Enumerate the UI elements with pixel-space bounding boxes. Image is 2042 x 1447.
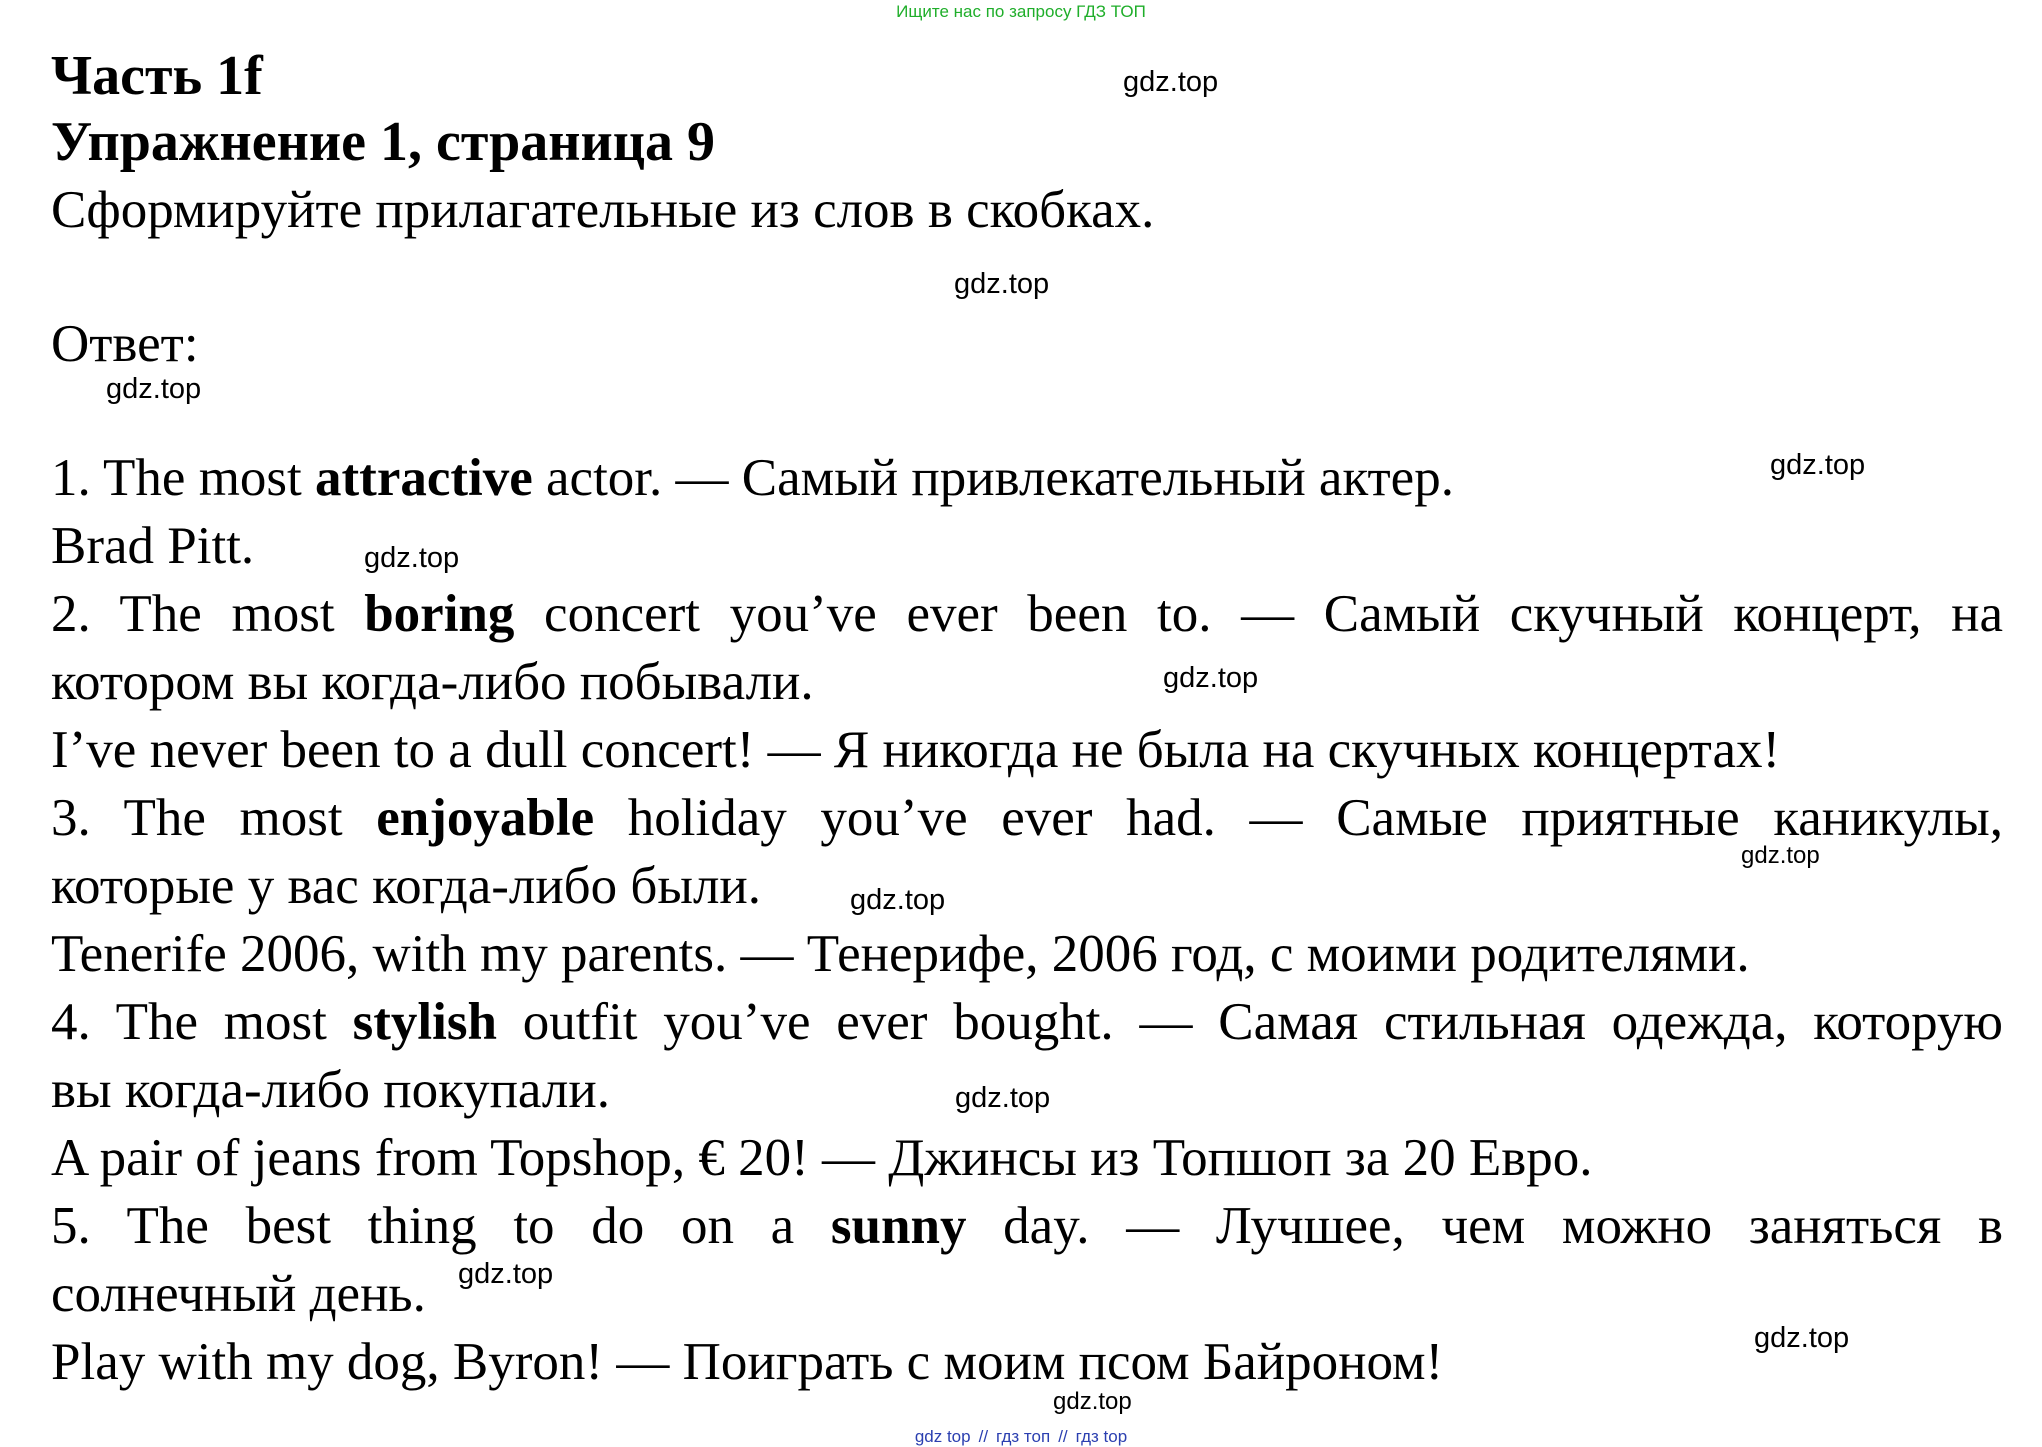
footer-link-gdz-top-ru[interactable]: гдз топ bbox=[996, 1427, 1051, 1446]
item-5-answer: Play with my dog, Byron! — Поиграть с моим псом Байроном! bbox=[51, 1333, 1444, 1391]
item-4-adjective: stylish bbox=[352, 993, 497, 1051]
footer-separator: // bbox=[1058, 1427, 1068, 1446]
footer-separator: // bbox=[978, 1427, 989, 1446]
item-3-adjective: enjoyable bbox=[376, 789, 595, 847]
exercise-title: Упражнение 1, страница 9 bbox=[51, 111, 716, 173]
item-4-question-start: 4. The most bbox=[51, 993, 353, 1051]
item-1-answer: Brad Pitt. bbox=[51, 517, 255, 575]
item-4-question-continued: вы когда-либо покупали. bbox=[51, 1061, 610, 1119]
watermark: gdz.top bbox=[458, 1258, 554, 1290]
item-2-adjective: boring bbox=[364, 585, 515, 643]
watermark: gdz.top bbox=[106, 373, 202, 405]
answer-body bbox=[51, 444, 2003, 1396]
watermark: gdz.top bbox=[850, 884, 946, 916]
item-1-adjective: attractive bbox=[315, 449, 533, 507]
item-5-question-end: day. — Лучшее, чем можно заняться в bbox=[966, 1197, 2003, 1255]
item-1-question-start: 1. The most bbox=[51, 449, 316, 507]
item-2-question-continued: котором вы когда-либо побывали. bbox=[51, 653, 814, 711]
watermark: gdz.top bbox=[1053, 1388, 1132, 1415]
item-3-question-end: holiday you’ve ever had. — Самые приятные каникулы, bbox=[594, 789, 2003, 847]
item-4-answer: A pair of jeans from Topshop, € 20! — Джинсы из Топшоп за 20 Евро. bbox=[51, 1129, 1593, 1187]
search-hint-banner: Ищите нас по запросу ГДЗ ТОП bbox=[896, 2, 1146, 21]
item-2-question-end: concert you’ve ever been to. — Самый скучный концерт, на bbox=[514, 585, 2003, 643]
part-title: Часть 1f bbox=[51, 45, 263, 107]
item-3-question bbox=[51, 784, 2003, 852]
footer-link-gdz-top-mixed[interactable]: гдз top bbox=[1075, 1427, 1128, 1446]
item-5-question-start: 5. The best thing to do on a bbox=[51, 1197, 831, 1255]
item-1-question bbox=[51, 444, 2003, 512]
item-4-question bbox=[51, 988, 2003, 1056]
watermark: gdz.top bbox=[955, 1082, 1051, 1114]
watermark: gdz.top bbox=[1123, 66, 1219, 98]
watermark: gdz.top bbox=[1754, 1322, 1850, 1354]
item-5-question bbox=[51, 1192, 2003, 1260]
item-2-answer: I’ve never been to a dull concert! — Я никогда не была на скучных концертах! bbox=[51, 721, 1781, 779]
watermark: gdz.top bbox=[1770, 449, 1866, 481]
watermark: gdz.top bbox=[954, 268, 1050, 300]
watermark: gdz.top bbox=[1163, 662, 1259, 694]
item-5-question-continued: солнечный день. bbox=[51, 1265, 426, 1323]
footer-links bbox=[0, 1427, 2042, 1447]
item-3-question-start: 3. The most bbox=[51, 789, 377, 847]
answer-label: Ответ: bbox=[51, 315, 199, 373]
footer-link-gdz-top[interactable]: gdz top bbox=[914, 1427, 971, 1446]
item-4-question-end: outfit you’ve ever bought. — Самая стильная одежда, которую bbox=[496, 993, 2003, 1051]
item-3-answer: Tenerife 2006, with my parents. — Тенерифе, 2006 год, с моими родителями. bbox=[51, 925, 1750, 983]
exercise-instruction: Сформируйте прилагательные из слов в скобках. bbox=[51, 181, 1155, 239]
watermark: gdz.top bbox=[1741, 842, 1820, 869]
item-5-adjective: sunny bbox=[830, 1197, 967, 1255]
item-2-question-start: 2. The most bbox=[51, 585, 365, 643]
item-3-question-continued: которые у вас когда-либо были. bbox=[51, 857, 762, 915]
item-2-question bbox=[51, 580, 2003, 648]
watermark: gdz.top bbox=[364, 542, 460, 574]
item-1-question-end: actor. — Самый привлекательный актер. bbox=[532, 449, 1454, 507]
